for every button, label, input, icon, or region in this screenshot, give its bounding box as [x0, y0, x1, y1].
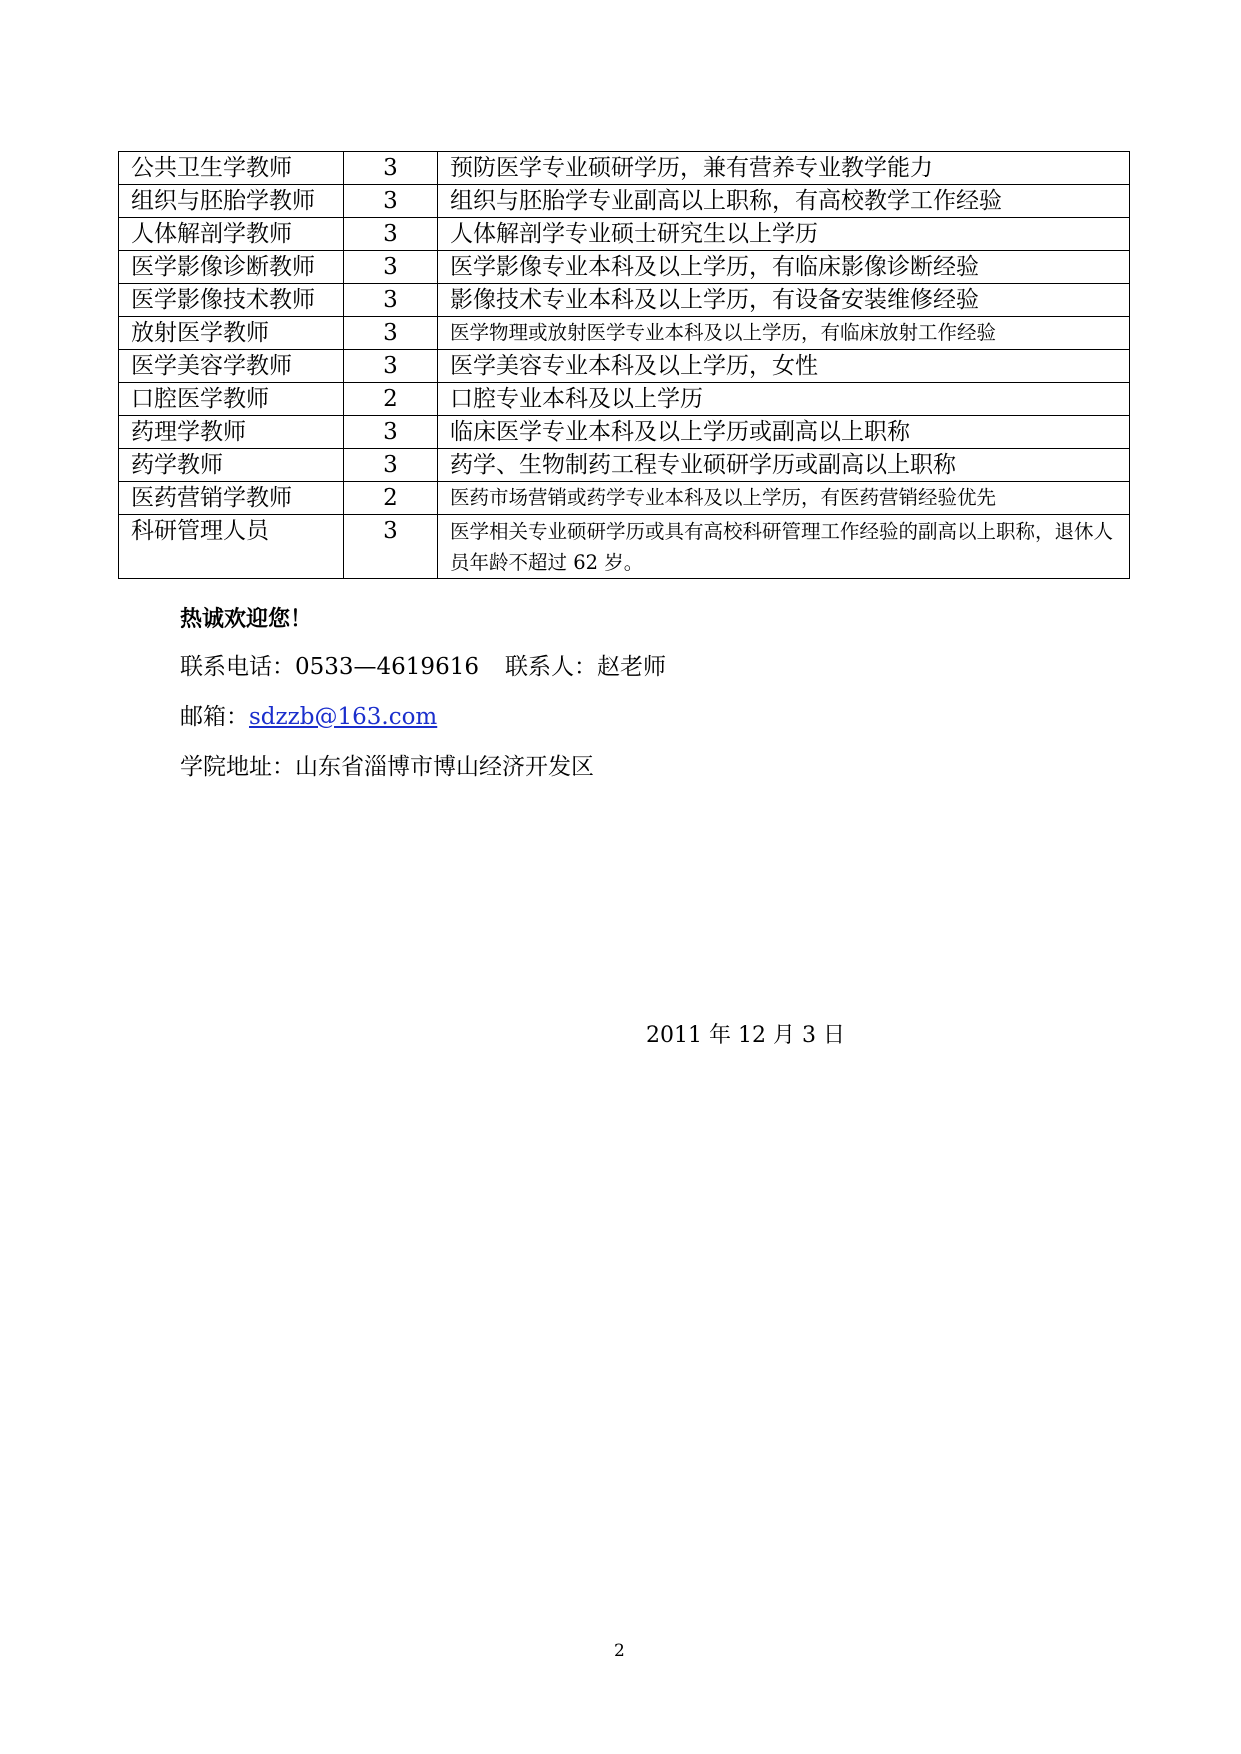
- position-name: 医药营销学教师: [119, 482, 344, 515]
- position-requirement: 组织与胚胎学专业副高以上职称，有高校教学工作经验: [438, 185, 1130, 218]
- position-count: 3: [344, 449, 438, 482]
- page-number: 2: [614, 1641, 625, 1661]
- position-name: 药学教师: [119, 449, 344, 482]
- position-count: 3: [344, 317, 438, 350]
- contact-value: 赵老师: [596, 654, 666, 680]
- email-label: 邮箱：: [180, 704, 249, 730]
- table-row: [119, 251, 1130, 284]
- table-row: [119, 449, 1130, 482]
- position-count: 3: [344, 515, 438, 579]
- address-line: [180, 748, 594, 781]
- position-count: 3: [344, 185, 438, 218]
- table-row: [119, 383, 1130, 416]
- position-name: 口腔医学教师: [119, 383, 344, 416]
- position-count: 2: [344, 383, 438, 416]
- table-row: [119, 218, 1130, 251]
- position-requirement: 医学物理或放射医学专业本科及以上学历，有临床放射工作经验: [438, 317, 1130, 350]
- position-name: 放射医学教师: [119, 317, 344, 350]
- phone-value: 0533—4619616: [295, 654, 479, 680]
- position-requirement: 预防医学专业硕研学历，兼有营养专业教学能力: [438, 152, 1130, 185]
- position-requirement: 人体解剖学专业硕士研究生以上学历: [438, 218, 1130, 251]
- position-count: 3: [344, 350, 438, 383]
- position-count: 3: [344, 152, 438, 185]
- position-requirement: 口腔专业本科及以上学历: [438, 383, 1130, 416]
- position-count: 3: [344, 284, 438, 317]
- position-name: 人体解剖学教师: [119, 218, 344, 251]
- table-row: [119, 185, 1130, 218]
- position-requirement: 医学影像专业本科及以上学历，有临床影像诊断经验: [438, 251, 1130, 284]
- table-row: [119, 152, 1130, 185]
- position-requirement: 医药市场营销或药学专业本科及以上学历，有医药营销经验优先: [438, 482, 1130, 515]
- position-name: 公共卫生学教师: [119, 152, 344, 185]
- position-name: 医学影像诊断教师: [119, 251, 344, 284]
- phone-label: 联系电话：: [180, 654, 295, 680]
- recruitment-table: [118, 151, 1130, 579]
- email-line: [180, 698, 437, 731]
- table-row: [119, 515, 1130, 579]
- position-requirement: 影像技术专业本科及以上学历，有设备安装维修经验: [438, 284, 1130, 317]
- position-name: 药理学教师: [119, 416, 344, 449]
- contact-label: 联系人：: [504, 654, 597, 680]
- document-date: 2011 年 12 月 3 日: [646, 1023, 845, 1048]
- position-requirement: 医学美容专业本科及以上学历，女性: [438, 350, 1130, 383]
- address-label: 学院地址：: [180, 754, 295, 780]
- position-requirement: 药学、生物制药工程专业硕研学历或副高以上职称: [438, 449, 1130, 482]
- table-row: [119, 284, 1130, 317]
- welcome-text: 热诚欢迎您！: [180, 607, 313, 632]
- position-count: 2: [344, 482, 438, 515]
- email-link[interactable]: sdzzb@163.com: [249, 704, 438, 730]
- position-name: 组织与胚胎学教师: [119, 185, 344, 218]
- table-row: [119, 317, 1130, 350]
- position-requirement: 临床医学专业本科及以上学历或副高以上职称: [438, 416, 1130, 449]
- position-name: 医学影像技术教师: [119, 284, 344, 317]
- contact-line: [180, 648, 666, 681]
- table-row: [119, 350, 1130, 383]
- table-row: [119, 482, 1130, 515]
- position-count: 3: [344, 251, 438, 284]
- position-name: 科研管理人员: [119, 515, 344, 579]
- position-requirement: 医学相关专业硕研学历或具有高校科研管理工作经验的副高以上职称，退休人员年龄不超过 62 岁。: [438, 515, 1130, 579]
- position-count: 3: [344, 416, 438, 449]
- position-count: 3: [344, 218, 438, 251]
- position-name: 医学美容学教师: [119, 350, 344, 383]
- address-value: 山东省淄博市博山经济开发区: [295, 754, 594, 780]
- table-row: [119, 416, 1130, 449]
